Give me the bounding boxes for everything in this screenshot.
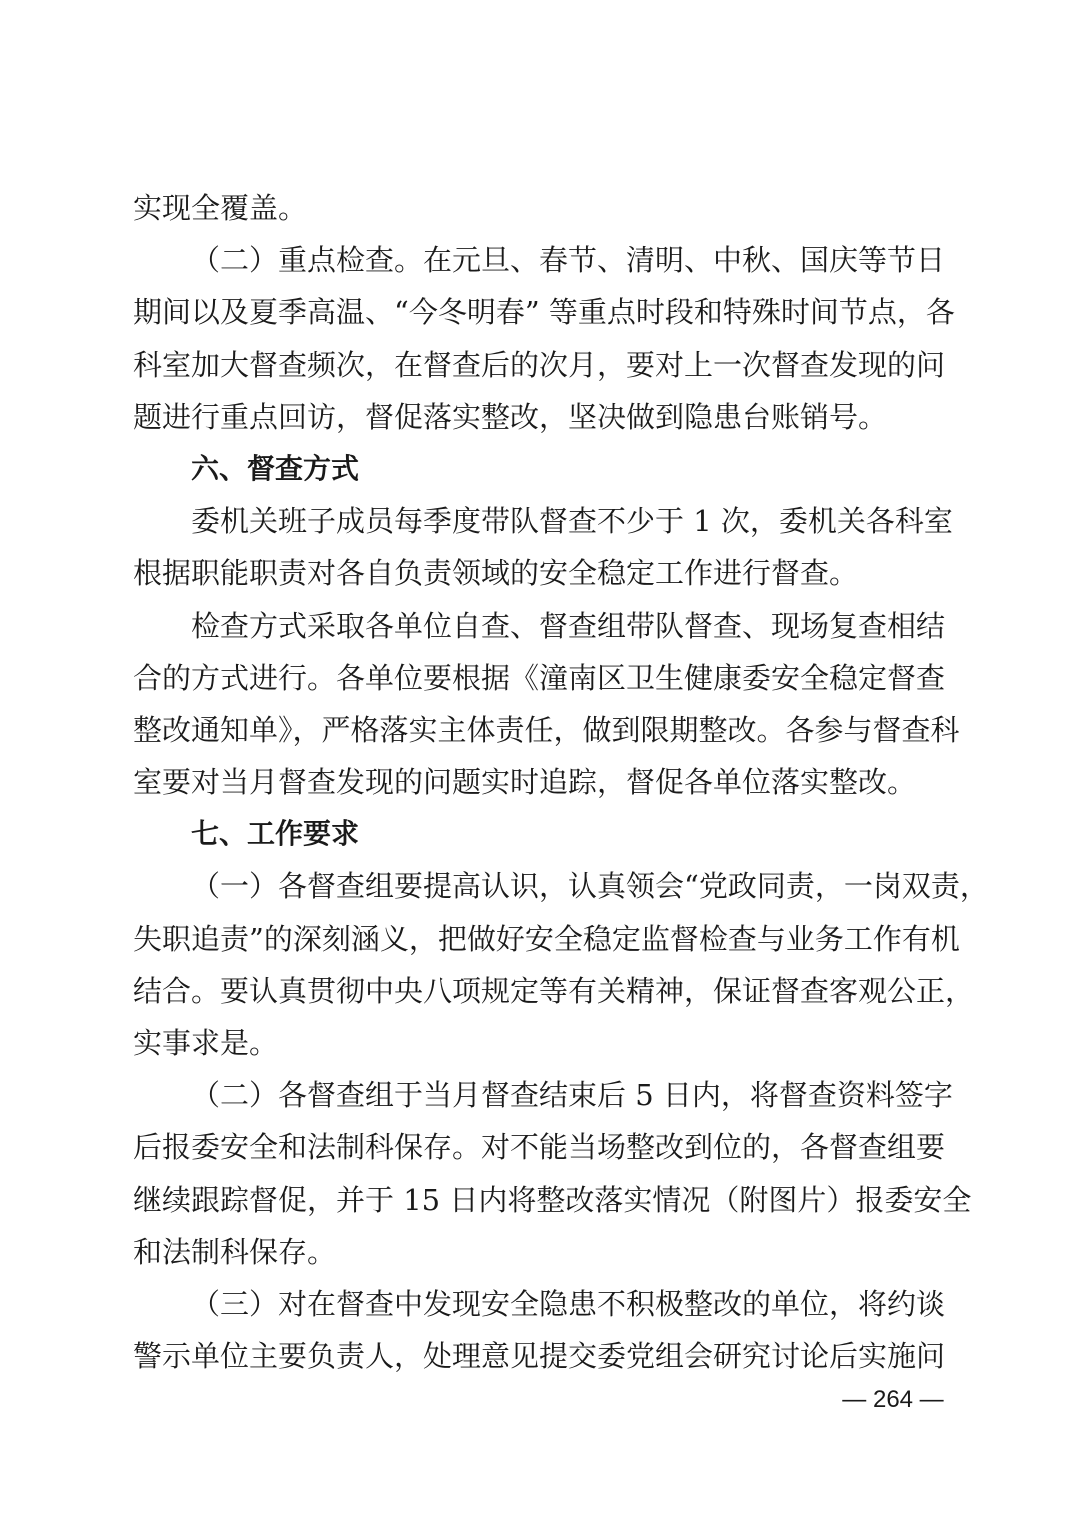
paragraph-line: 检查方式采取各单位自查、督查组带队督查、现场复查相结 (191, 608, 946, 643)
paragraph-line: 合的方式进行。各单位要根据《潼南区卫生健康委安全稳定督查 (133, 660, 946, 695)
document-body (133, 182, 989, 1382)
paragraph-line: （二）重点检查。在元旦、春节、清明、中秋、国庆等节日 (191, 243, 946, 278)
section-heading: 七、工作要求 (191, 817, 360, 851)
paragraph-line: （三）对在督查中发现安全隐患不积极整改的单位，将约谈 (191, 1286, 946, 1321)
paragraph-line: 室要对当月督查发现的问题实时追踪，督促各单位落实整改。 (133, 765, 917, 800)
paragraph-line: 继续跟踪督促，并于 15 日内将整改落实情况（附图片）报委安全 (133, 1182, 972, 1217)
paragraph-line: 题进行重点回访，督促落实整改，坚决做到隐患台账销号。 (133, 399, 888, 434)
paragraph-line: 失职追责”的深刻涵义，把做好安全稳定监督检查与业务工作有机 (133, 921, 960, 956)
paragraph-line: 实事求是。 (133, 1026, 279, 1060)
page-number: — 264 — (842, 1386, 944, 1413)
paragraph-line: 和法制科保存。 (133, 1234, 337, 1269)
paragraph-line: 科室加大督查频次，在督查后的次月，要对上一次督查发现的问 (133, 347, 946, 382)
paragraph-line: 整改通知单》，严格落实主体责任，做到限期整改。各参与督查科 (133, 712, 960, 747)
paragraph-line: 实现全覆盖。 (133, 191, 308, 225)
paragraph-line: 后报委安全和法制科保存。对不能当场整改到位的，各督查组要 (133, 1130, 946, 1165)
paragraph-line: 根据职能职责对各自负责领域的安全稳定工作进行督查。 (133, 556, 859, 591)
paragraph-line: 期间以及夏季高温、“今冬明春” 等重点时段和特殊时间节点，各 (133, 295, 955, 330)
section-heading: 六、督查方式 (191, 451, 360, 485)
paragraph-line: 警示单位主要负责人，处理意见提交委党组会研究讨论后实施问 (133, 1339, 946, 1374)
paragraph-line: （二）各督查组于当月督查结束后 5 日内，将督查资料签字 (191, 1078, 953, 1113)
paragraph-line: （一）各督查组要提高认识，认真领会“党政同责，一岗双责， (191, 869, 989, 904)
paragraph-line: 委机关班子成员每季度带队督查不少于 1 次，委机关各科室 (191, 504, 953, 539)
paragraph-line: 结合。要认真贯彻中央八项规定等有关精神，保证督查客观公正， (133, 973, 975, 1008)
